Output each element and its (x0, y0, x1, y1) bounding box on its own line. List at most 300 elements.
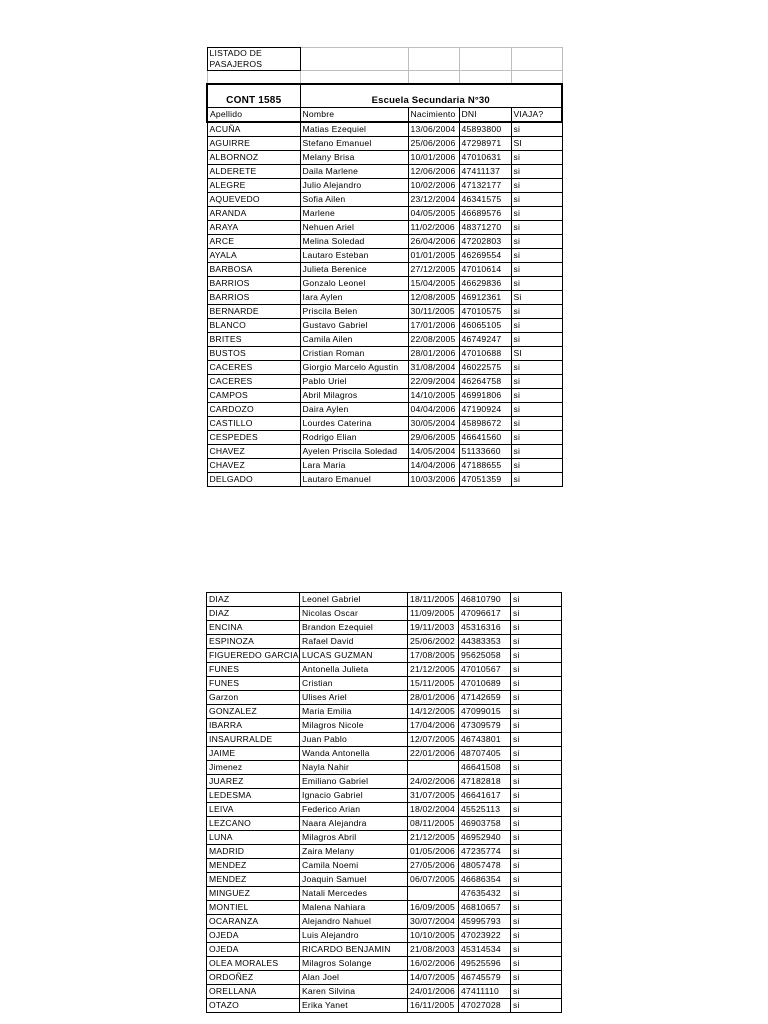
nombre-cell: Cristian (300, 677, 408, 691)
viaja-cell: si (511, 263, 562, 277)
nacimiento-cell: 16/11/2005 (408, 999, 459, 1013)
nacimiento-cell: 14/05/2004 (408, 445, 459, 459)
apellido-cell: BRITES (207, 333, 300, 347)
nombre-cell: Priscila Belen (300, 305, 408, 319)
nombre-cell: Julio Alejandro (300, 179, 408, 193)
nacimiento-cell: 27/05/2006 (408, 859, 459, 873)
dni-cell: 47309579 (459, 719, 511, 733)
nombre-cell: Julieta Berenice (300, 263, 408, 277)
viaja-cell: si (511, 971, 562, 985)
nacimiento-cell: 17/08/2005 (408, 649, 459, 663)
table-row (207, 845, 562, 859)
table-row (207, 263, 562, 277)
nombre-cell: Abril Milagros (300, 389, 408, 403)
table-row (207, 747, 562, 761)
table-row (207, 151, 562, 165)
viaja-cell: si (511, 803, 562, 817)
viaja-cell: SI (511, 137, 562, 151)
viaja-cell: si (511, 207, 562, 221)
nombre-cell: Erika Yanet (300, 999, 408, 1013)
table-row (207, 319, 562, 333)
table-row (207, 817, 562, 831)
viaja-cell: si (511, 375, 562, 389)
nombre-cell: Lourdes Caterina (300, 417, 408, 431)
apellido-cell: INSAURRALDE (207, 733, 300, 747)
table-row (207, 291, 562, 305)
dni-cell: 46912361 (459, 291, 511, 305)
nacimiento-cell: 15/04/2005 (408, 277, 459, 291)
table-row (207, 403, 562, 417)
apellido-cell: BARRIOS (207, 277, 300, 291)
table-row (207, 179, 562, 193)
nacimiento-cell (408, 887, 459, 901)
nombre-cell: Camila Noemi (300, 859, 408, 873)
viaja-cell: si (511, 235, 562, 249)
nombre-cell: Wanda Antonella (300, 747, 408, 761)
dni-cell: 49525596 (459, 957, 511, 971)
nacimiento-cell: 14/12/2005 (408, 705, 459, 719)
viaja-cell: si (511, 831, 562, 845)
dni-cell: 47298971 (459, 137, 511, 151)
viaja-cell: si (511, 943, 562, 957)
viaja-cell: si (511, 985, 562, 999)
table-row (207, 761, 562, 775)
viaja-cell: si (511, 473, 562, 487)
viaja-cell: si (511, 929, 562, 943)
apellido-cell: OTAZO (207, 999, 300, 1013)
dni-cell: 46264758 (459, 375, 511, 389)
nombre-cell: Milagros Solange (300, 957, 408, 971)
viaja-cell: si (511, 789, 562, 803)
dni-cell: 47411137 (459, 165, 511, 179)
table-row (207, 901, 562, 915)
table-row (207, 915, 562, 929)
apellido-cell: AQUEVEDO (207, 193, 300, 207)
viaja-cell: si (511, 873, 562, 887)
table-row (207, 445, 562, 459)
nacimiento-cell: 11/09/2005 (408, 607, 459, 621)
dni-cell: 46745579 (459, 971, 511, 985)
dni-cell: 47096617 (459, 607, 511, 621)
dni-cell: 46689576 (459, 207, 511, 221)
dni-cell: 46810790 (459, 593, 511, 607)
apellido-cell: CESPEDES (207, 431, 300, 445)
viaja-cell: si (511, 691, 562, 705)
nacimiento-cell: 10/03/2006 (408, 473, 459, 487)
viaja-cell: si (511, 663, 562, 677)
apellido-cell: ORDOÑEZ (207, 971, 300, 985)
nacimiento-cell (408, 761, 459, 775)
table-row (207, 347, 562, 361)
nacimiento-cell: 25/06/2006 (408, 137, 459, 151)
viaja-cell: si (511, 957, 562, 971)
nombre-cell: Zaira Melany (300, 845, 408, 859)
table-row (207, 607, 562, 621)
nacimiento-cell: 10/01/2006 (408, 151, 459, 165)
table-row (207, 733, 562, 747)
dni-cell: 51133660 (459, 445, 511, 459)
dni-cell: 45314534 (459, 943, 511, 957)
apellido-cell: DIAZ (207, 593, 300, 607)
dni-cell: 46341575 (459, 193, 511, 207)
nacimiento-cell: 18/02/2004 (408, 803, 459, 817)
nombre-cell: Milagros Abril (300, 831, 408, 845)
nacimiento-cell: 31/07/2005 (408, 789, 459, 803)
nacimiento-cell: 24/01/2006 (408, 985, 459, 999)
dni-cell: 95625058 (459, 649, 511, 663)
viaja-cell: si (511, 179, 562, 193)
apellido-cell: Jimenez (207, 761, 300, 775)
school-name: Escuela Secundaria N°30 (300, 84, 562, 108)
apellido-cell: ACUÑA (207, 122, 300, 137)
viaja-cell: si (511, 719, 562, 733)
apellido-cell: CHAVEZ (207, 445, 300, 459)
dni-cell: 46749247 (459, 333, 511, 347)
column-header-dni: DNI (459, 108, 511, 123)
viaja-cell: si (511, 761, 562, 775)
viaja-cell: si (511, 417, 562, 431)
apellido-cell: DIAZ (207, 607, 300, 621)
table-row (207, 221, 562, 235)
nacimiento-cell: 14/07/2005 (408, 971, 459, 985)
dni-cell: 48057478 (459, 859, 511, 873)
viaja-cell: si (511, 277, 562, 291)
apellido-cell: LEZCANO (207, 817, 300, 831)
dni-cell: 47182818 (459, 775, 511, 789)
table-row (207, 985, 562, 999)
nacimiento-cell: 17/04/2006 (408, 719, 459, 733)
table-row (207, 122, 562, 137)
nacimiento-cell: 28/01/2006 (408, 691, 459, 705)
nacimiento-cell: 18/11/2005 (408, 593, 459, 607)
viaja-cell: si (511, 593, 562, 607)
nombre-cell: Stefano Emanuel (300, 137, 408, 151)
nombre-cell: Lara Maria (300, 459, 408, 473)
apellido-cell: OCARANZA (207, 915, 300, 929)
table-row (207, 887, 562, 901)
dni-cell: 45898672 (459, 417, 511, 431)
column-header-viaja: VIAJA? (511, 108, 562, 123)
viaja-cell: si (511, 621, 562, 635)
apellido-cell: CACERES (207, 361, 300, 375)
table-row (207, 207, 562, 221)
nacimiento-cell: 11/02/2006 (408, 221, 459, 235)
nombre-cell: LUCAS GUZMAN (300, 649, 408, 663)
nombre-cell: Natali Mercedes (300, 887, 408, 901)
dni-cell: 47023922 (459, 929, 511, 943)
viaja-cell: si (511, 249, 562, 263)
passenger-list-page-2 (206, 592, 562, 1013)
nombre-cell: Camila Ailen (300, 333, 408, 347)
dni-cell: 47202803 (459, 235, 511, 249)
apellido-cell: JUAREZ (207, 775, 300, 789)
dni-cell: 46810657 (459, 901, 511, 915)
dni-cell: 46269554 (459, 249, 511, 263)
cont-number: CONT 1585 (207, 84, 300, 108)
apellido-cell: MINGUEZ (207, 887, 300, 901)
apellido-cell: FIGUEREDO GARCIA (207, 649, 300, 663)
column-header-apellido: Apellido (207, 108, 300, 123)
nacimiento-cell: 22/08/2005 (408, 333, 459, 347)
nacimiento-cell: 13/06/2004 (408, 122, 459, 137)
nacimiento-cell: 01/05/2006 (408, 845, 459, 859)
table-row (207, 873, 562, 887)
nacimiento-cell: 06/07/2005 (408, 873, 459, 887)
nacimiento-cell: 19/11/2003 (408, 621, 459, 635)
nacimiento-cell: 14/04/2006 (408, 459, 459, 473)
nombre-cell: Matias Ezequiel (300, 122, 408, 137)
apellido-cell: ARAYA (207, 221, 300, 235)
viaja-cell: si (511, 649, 562, 663)
nacimiento-cell: 26/04/2006 (408, 235, 459, 249)
table-row (207, 165, 562, 179)
nombre-cell: Naara Alejandra (300, 817, 408, 831)
viaja-cell: si (511, 459, 562, 473)
apellido-cell: OJEDA (207, 943, 300, 957)
viaja-cell: si (511, 915, 562, 929)
dni-cell: 48707405 (459, 747, 511, 761)
nacimiento-cell: 24/02/2006 (408, 775, 459, 789)
nacimiento-cell: 29/06/2005 (408, 431, 459, 445)
viaja-cell: si (511, 677, 562, 691)
viaja-cell: si (511, 705, 562, 719)
dni-cell: 46903758 (459, 817, 511, 831)
viaja-cell: si (511, 193, 562, 207)
dni-cell: 47235774 (459, 845, 511, 859)
nombre-cell: Maria Emilia (300, 705, 408, 719)
dni-cell: 47010631 (459, 151, 511, 165)
passenger-list-page-1 (206, 47, 563, 487)
viaja-cell: si (511, 901, 562, 915)
table-row (207, 789, 562, 803)
list-title-line2: PASAJEROS (209, 59, 263, 69)
table-row (207, 137, 562, 151)
dni-cell: 46629836 (459, 277, 511, 291)
apellido-cell: LEIVA (207, 803, 300, 817)
table-row (207, 803, 562, 817)
apellido-cell: OJEDA (207, 929, 300, 943)
table-row (207, 999, 562, 1013)
nombre-cell: RICARDO BENJAMIN (300, 943, 408, 957)
table-row (207, 929, 562, 943)
dni-cell: 47142659 (459, 691, 511, 705)
nacimiento-cell: 16/09/2005 (408, 901, 459, 915)
dni-cell: 47051359 (459, 473, 511, 487)
dni-cell: 46991806 (459, 389, 511, 403)
dni-cell: 47099015 (459, 705, 511, 719)
table-row (207, 705, 562, 719)
nombre-cell: Cristian Roman (300, 347, 408, 361)
nombre-cell: Sofia Ailen (300, 193, 408, 207)
dni-cell: 46641508 (459, 761, 511, 775)
viaja-cell: si (511, 403, 562, 417)
apellido-cell: BARBOSA (207, 263, 300, 277)
table-row (207, 663, 562, 677)
dni-cell: 47132177 (459, 179, 511, 193)
nacimiento-cell: 27/12/2005 (408, 263, 459, 277)
column-header-nombre: Nombre (300, 108, 408, 123)
viaja-cell: Si (511, 291, 562, 305)
table-row (207, 235, 562, 249)
nombre-cell: Lautaro Esteban (300, 249, 408, 263)
nombre-cell: Gonzalo Leonel (300, 277, 408, 291)
nombre-cell: Daira Aylen (300, 403, 408, 417)
table-row (207, 943, 562, 957)
nacimiento-cell: 17/01/2006 (408, 319, 459, 333)
nombre-cell: Melany Brisa (300, 151, 408, 165)
nombre-cell: Malena Nahiara (300, 901, 408, 915)
dni-cell: 47411110 (459, 985, 511, 999)
apellido-cell: CAMPOS (207, 389, 300, 403)
apellido-cell: FUNES (207, 663, 300, 677)
dni-cell: 44383353 (459, 635, 511, 649)
table-row (207, 677, 562, 691)
nombre-cell: Federico Arian (300, 803, 408, 817)
nombre-cell: Brandon Ezequiel (300, 621, 408, 635)
apellido-cell: AYALA (207, 249, 300, 263)
table-row (207, 417, 562, 431)
table-row (207, 719, 562, 733)
viaja-cell: si (511, 431, 562, 445)
nombre-cell: Daila Marlene (300, 165, 408, 179)
dni-cell: 45893800 (459, 122, 511, 137)
dni-cell: 46022575 (459, 361, 511, 375)
nacimiento-cell: 10/10/2005 (408, 929, 459, 943)
dni-cell: 46065105 (459, 319, 511, 333)
table-row (207, 277, 562, 291)
viaja-cell: si (511, 151, 562, 165)
table-row (207, 375, 562, 389)
apellido-cell: ESPINOZA (207, 635, 300, 649)
viaja-cell: si (511, 333, 562, 347)
viaja-cell: si (511, 607, 562, 621)
nombre-cell: Nayla Nahir (300, 761, 408, 775)
viaja-cell: si (511, 361, 562, 375)
list-title-line1: LISTADO DE (209, 48, 262, 58)
apellido-cell: LUNA (207, 831, 300, 845)
apellido-cell: FUNES (207, 677, 300, 691)
nacimiento-cell: 30/05/2004 (408, 417, 459, 431)
nombre-cell: Iara Aylen (300, 291, 408, 305)
nacimiento-cell: 04/04/2006 (408, 403, 459, 417)
nombre-cell: Joaquin Samuel (300, 873, 408, 887)
table-row (207, 859, 562, 873)
apellido-cell: MENDEZ (207, 873, 300, 887)
nacimiento-cell: 28/01/2006 (408, 347, 459, 361)
nombre-cell: Rodrigo Elian (300, 431, 408, 445)
apellido-cell: ALDERETE (207, 165, 300, 179)
dni-cell: 47010567 (459, 663, 511, 677)
nombre-cell: Ayelen Priscila Soledad (300, 445, 408, 459)
apellido-cell: ORELLANA (207, 985, 300, 999)
apellido-cell: MENDEZ (207, 859, 300, 873)
nombre-cell: Milagros Nicole (300, 719, 408, 733)
nacimiento-cell: 25/06/2002 (408, 635, 459, 649)
nacimiento-cell: 21/08/2003 (408, 943, 459, 957)
nacimiento-cell: 12/08/2005 (408, 291, 459, 305)
nacimiento-cell: 22/09/2004 (408, 375, 459, 389)
table-row (207, 831, 562, 845)
apellido-cell: CACERES (207, 375, 300, 389)
viaja-cell: si (511, 775, 562, 789)
apellido-cell: CHAVEZ (207, 459, 300, 473)
dni-cell: 47010575 (459, 305, 511, 319)
apellido-cell: MONTIEL (207, 901, 300, 915)
table-row (207, 431, 562, 445)
nombre-cell: Ulises Ariel (300, 691, 408, 705)
viaja-cell: si (511, 305, 562, 319)
viaja-cell: si (511, 445, 562, 459)
viaja-cell: SI (511, 347, 562, 361)
apellido-cell: BLANCO (207, 319, 300, 333)
table-row (207, 593, 562, 607)
dni-cell: 45316316 (459, 621, 511, 635)
nombre-cell: Lautaro Emanuel (300, 473, 408, 487)
dni-cell: 46641617 (459, 789, 511, 803)
nacimiento-cell: 01/01/2005 (408, 249, 459, 263)
viaja-cell: si (511, 221, 562, 235)
table-row (207, 635, 562, 649)
dni-cell: 46641560 (459, 431, 511, 445)
nombre-cell: Karen Silvina (300, 985, 408, 999)
apellido-cell: ALBORNOZ (207, 151, 300, 165)
table-row (207, 389, 562, 403)
table-row (207, 473, 562, 487)
apellido-cell: CASTILLO (207, 417, 300, 431)
dni-cell: 45995793 (459, 915, 511, 929)
nacimiento-cell: 08/11/2005 (408, 817, 459, 831)
table-row (207, 361, 562, 375)
nacimiento-cell: 30/07/2004 (408, 915, 459, 929)
nacimiento-cell: 16/02/2006 (408, 957, 459, 971)
nombre-cell: Ignacio Gabriel (300, 789, 408, 803)
dni-cell: 47010614 (459, 263, 511, 277)
dni-cell: 47027028 (459, 999, 511, 1013)
nombre-cell: Marlene (300, 207, 408, 221)
viaja-cell: si (511, 122, 562, 137)
nacimiento-cell: 12/06/2006 (408, 165, 459, 179)
dni-cell: 45525113 (459, 803, 511, 817)
nombre-cell: Juan Pablo (300, 733, 408, 747)
dni-cell: 47188655 (459, 459, 511, 473)
nombre-cell: Leonel Gabriel (300, 593, 408, 607)
nacimiento-cell: 15/11/2005 (408, 677, 459, 691)
dni-cell: 47190924 (459, 403, 511, 417)
viaja-cell: si (511, 859, 562, 873)
table-row (207, 305, 562, 319)
nombre-cell: Gustavo Gabriel (300, 319, 408, 333)
table-row (207, 193, 562, 207)
apellido-cell: IBARRA (207, 719, 300, 733)
table-row (207, 957, 562, 971)
nacimiento-cell: 14/10/2005 (408, 389, 459, 403)
nombre-cell: Pablo Uriel (300, 375, 408, 389)
dni-cell: 47010688 (459, 347, 511, 361)
table-row (207, 649, 562, 663)
apellido-cell: Garzon (207, 691, 300, 705)
nacimiento-cell: 10/02/2006 (408, 179, 459, 193)
apellido-cell: ARANDA (207, 207, 300, 221)
list-title (207, 48, 300, 71)
apellido-cell: BUSTOS (207, 347, 300, 361)
dni-cell: 46952940 (459, 831, 511, 845)
dni-cell: 46743801 (459, 733, 511, 747)
viaja-cell: si (511, 389, 562, 403)
nacimiento-cell: 23/12/2004 (408, 193, 459, 207)
apellido-cell: BARRIOS (207, 291, 300, 305)
table-row (207, 333, 562, 347)
table-row (207, 459, 562, 473)
